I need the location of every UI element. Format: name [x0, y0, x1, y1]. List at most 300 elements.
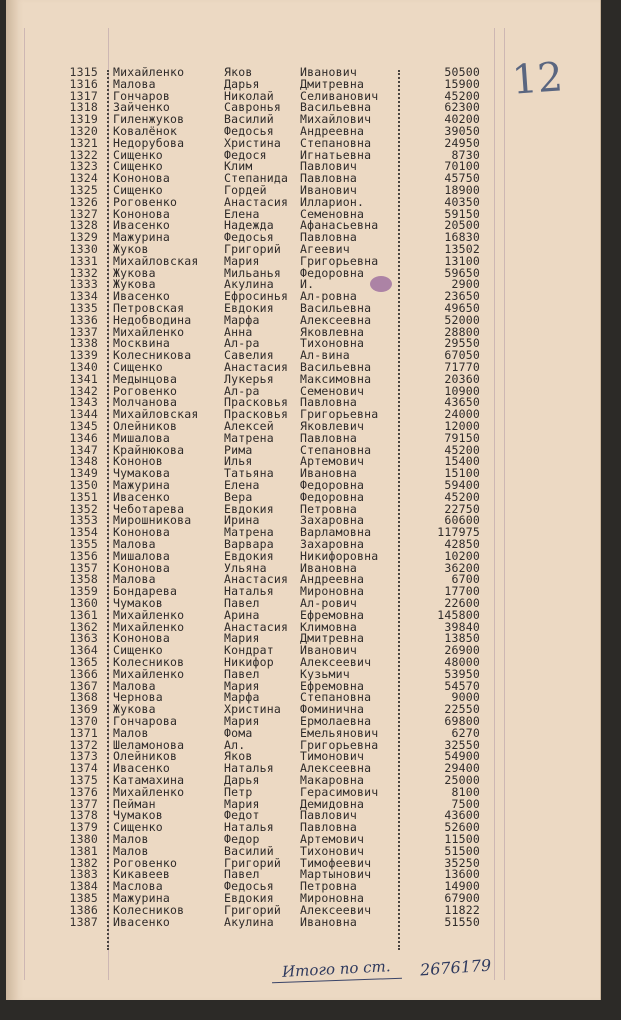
row-number: 1344: [69, 407, 98, 422]
row-patronymic: Герасимович: [300, 784, 379, 799]
row-surname: Чернова: [113, 690, 163, 705]
row-patronymic: Григорьевна: [300, 253, 379, 268]
row-surname: Ковалёнок: [113, 124, 178, 138]
row-patronymic: Павловна: [300, 395, 357, 410]
row-patronymic: Ивановна: [300, 466, 357, 481]
row-amount: 45750: [444, 171, 480, 186]
row-amount: 13600: [444, 867, 480, 882]
row-first-name: Петр: [224, 784, 253, 799]
row-first-name: Варвара: [224, 537, 274, 551]
row-patronymic: Ивановна: [300, 914, 357, 929]
row-first-name: Арина: [224, 607, 260, 622]
ledger-row: [0, 845, 594, 857]
row-patronymic: Иванович: [300, 183, 357, 197]
row-first-name: Анастасия: [224, 194, 289, 209]
row-number: 1324: [69, 171, 98, 186]
row-patronymic: Никифоровна: [300, 548, 379, 563]
row-number: 1372: [69, 737, 98, 752]
total-value: 2676179: [419, 955, 492, 980]
row-first-name: Христина: [224, 135, 281, 150]
row-surname: Сищенко: [113, 147, 163, 162]
row-patronymic: Артемович: [300, 454, 365, 469]
row-patronymic: Алексеевич: [300, 902, 372, 917]
row-number: 1378: [69, 808, 98, 823]
row-amount: 54900: [444, 749, 480, 764]
row-number: 1361: [69, 607, 98, 622]
row-patronymic: Андреевна: [300, 124, 365, 138]
row-first-name: Лукерья: [224, 371, 274, 386]
row-amount: 32550: [444, 737, 480, 752]
row-surname: Кононова: [113, 206, 170, 221]
row-amount: 15100: [444, 466, 480, 481]
row-number: 1319: [69, 112, 98, 127]
row-first-name: Матрена: [224, 430, 274, 445]
row-first-name: Григорий: [224, 242, 281, 256]
row-surname: Михайленко: [113, 65, 185, 79]
row-first-name: Мария: [224, 678, 260, 693]
row-patronymic: Павловна: [300, 820, 357, 835]
row-surname: Чумаков: [113, 596, 163, 610]
row-first-name: Мария: [224, 253, 260, 268]
row-surname: Петровская: [113, 301, 185, 315]
ledger-row: [0, 78, 594, 90]
row-surname: Михайловская: [113, 407, 199, 422]
ledger-row: [0, 550, 594, 562]
row-surname: Колесникова: [113, 348, 192, 363]
row-amount: 7500: [451, 796, 480, 811]
row-number: 1385: [69, 891, 98, 905]
row-patronymic: Петровна: [300, 879, 357, 894]
row-surname: Сищенко: [113, 820, 163, 835]
row-surname: Михайленко: [113, 607, 185, 622]
row-first-name: Мария: [224, 796, 260, 811]
row-number: 1349: [69, 466, 98, 481]
row-amount: 50500: [444, 65, 480, 79]
row-surname: Малова: [113, 572, 156, 587]
row-number: 1363: [69, 631, 98, 646]
row-number: 1368: [69, 690, 98, 705]
row-surname: Ивасенко: [113, 289, 170, 304]
row-first-name: Марфа: [224, 690, 260, 705]
row-amount: 15900: [444, 76, 480, 91]
row-number: 1386: [69, 902, 98, 917]
row-amount: 53950: [444, 666, 480, 681]
row-patronymic: Климовна: [300, 619, 357, 634]
row-surname: Михайленко: [113, 619, 185, 634]
row-amount: 12000: [444, 419, 480, 433]
row-patronymic: Павловна: [300, 230, 357, 245]
row-amount: 62300: [444, 100, 480, 115]
row-amount: 16830: [444, 230, 480, 245]
row-first-name: Василий: [224, 112, 274, 127]
ledger-row: [0, 314, 594, 326]
row-surname: Олейников: [113, 419, 178, 433]
row-patronymic: Ивановна: [300, 560, 357, 575]
row-number: 1330: [69, 242, 98, 256]
row-surname: Сищенко: [113, 159, 163, 174]
row-patronymic: Макаровна: [300, 773, 365, 787]
row-number: 1381: [69, 843, 98, 858]
row-surname: Мажурина: [113, 478, 170, 492]
row-first-name: Савелия: [224, 348, 274, 363]
row-amount: 20360: [444, 371, 480, 386]
row-first-name: Фома: [224, 725, 253, 740]
row-patronymic: Захаровна: [300, 513, 365, 528]
row-first-name: Надежда: [224, 218, 274, 233]
ledger-row: [0, 196, 594, 208]
row-number: 1340: [69, 360, 98, 374]
row-first-name: Вера: [224, 489, 253, 504]
row-number: 1315: [69, 65, 98, 79]
row-surname: Чумаков: [113, 808, 163, 823]
row-amount: 6700: [451, 572, 480, 587]
row-surname: Кононова: [113, 525, 170, 540]
row-number: 1318: [69, 100, 98, 115]
row-amount: 8100: [451, 784, 480, 799]
row-amount: 42850: [444, 537, 480, 551]
row-number: 1369: [69, 702, 98, 717]
row-first-name: Акулина: [224, 277, 274, 292]
row-amount: 6270: [451, 725, 480, 740]
row-surname: Роговенко: [113, 194, 178, 209]
row-first-name: Дарья: [224, 76, 260, 91]
row-patronymic: Иванович: [300, 65, 357, 79]
row-patronymic: Ал-вина: [300, 348, 350, 363]
row-first-name: Федося: [224, 147, 267, 162]
row-first-name: Елена: [224, 478, 260, 492]
row-surname: Олейников: [113, 749, 178, 764]
row-number: 1376: [69, 784, 98, 799]
row-number: 1336: [69, 312, 98, 327]
row-patronymic: Федоровна: [300, 265, 365, 280]
row-first-name: Федосья: [224, 124, 274, 138]
row-number: 1365: [69, 655, 98, 669]
row-surname: Михайловская: [113, 253, 199, 268]
row-surname: Кикавеев: [113, 867, 170, 882]
row-number: 1342: [69, 383, 98, 398]
row-surname: Шеламонова: [113, 737, 185, 752]
row-amount: 117975: [437, 525, 480, 540]
row-patronymic: Ефремовна: [300, 678, 365, 693]
row-amount: 59650: [444, 265, 480, 280]
row-patronymic: Тихонович: [300, 843, 365, 858]
row-first-name: Христина: [224, 702, 281, 717]
row-amount: 48000: [444, 655, 480, 669]
row-first-name: Матрена: [224, 525, 274, 540]
row-surname: Колесников: [113, 902, 185, 917]
row-patronymic: Емельянович: [300, 725, 379, 740]
row-patronymic: Агеевич: [300, 242, 350, 256]
row-surname: Мажурина: [113, 230, 170, 245]
row-patronymic: И.: [300, 277, 315, 292]
row-amount: 71770: [444, 360, 480, 374]
row-number: 1341: [69, 371, 98, 386]
row-surname: Гиленжуков: [113, 112, 185, 127]
row-amount: 23650: [444, 289, 480, 304]
row-number: 1326: [69, 194, 98, 209]
ledger-row: [0, 668, 594, 680]
row-first-name: Анастасия: [224, 360, 289, 374]
row-surname: Жукова: [113, 702, 156, 717]
row-first-name: Прасковья: [224, 407, 289, 422]
row-surname: Чеботарева: [113, 501, 185, 516]
row-amount: 15400: [444, 454, 480, 469]
row-amount: 54570: [444, 678, 480, 693]
row-number: 1347: [69, 442, 98, 457]
page-number: 12: [510, 54, 565, 104]
ledger-row: [0, 786, 594, 798]
row-amount: 43600: [444, 808, 480, 823]
ledger-row: [0, 727, 594, 739]
row-amount: 40350: [444, 194, 480, 209]
row-patronymic: Васильевна: [300, 360, 372, 374]
row-patronymic: Тимонович: [300, 749, 365, 764]
row-surname: Михайленко: [113, 324, 185, 339]
row-patronymic: Мироновна: [300, 584, 365, 599]
row-number: 1334: [69, 289, 98, 304]
row-patronymic: Павлович: [300, 808, 357, 823]
row-first-name: Наталья: [224, 820, 274, 835]
row-amount: 22600: [444, 596, 480, 610]
ledger-row: [0, 904, 594, 916]
row-patronymic: Яковлевна: [300, 324, 365, 339]
row-first-name: Николай: [224, 88, 274, 103]
row-number: 1329: [69, 230, 98, 245]
ledger-row: [0, 491, 594, 503]
row-number: 1322: [69, 147, 98, 162]
ledger-row: [0, 609, 594, 621]
row-number: 1371: [69, 725, 98, 740]
ledger-row: [0, 432, 594, 444]
row-amount: 24950: [444, 135, 480, 150]
row-first-name: Павел: [224, 596, 260, 610]
row-number: 1337: [69, 324, 98, 339]
row-patronymic: Васильевна: [300, 301, 372, 315]
row-surname: Малов: [113, 832, 149, 846]
row-surname: Михайленко: [113, 784, 185, 799]
row-first-name: Ал-ра: [224, 336, 260, 351]
row-patronymic: Ал-рович: [300, 596, 357, 610]
row-amount: 51500: [444, 843, 480, 858]
row-surname: Кононова: [113, 560, 170, 575]
row-patronymic: Варламовна: [300, 525, 372, 540]
row-amount: 20500: [444, 218, 480, 233]
row-amount: 11500: [444, 832, 480, 846]
row-patronymic: Васильевна: [300, 100, 372, 115]
row-number: 1338: [69, 336, 98, 351]
row-surname: Ивасенко: [113, 761, 170, 776]
row-first-name: Федот: [224, 808, 260, 823]
row-number: 1332: [69, 265, 98, 280]
row-amount: 8730: [451, 147, 480, 162]
row-first-name: Ульяна: [224, 560, 267, 575]
row-amount: 24000: [444, 407, 480, 422]
row-number: 1356: [69, 548, 98, 563]
row-amount: 17700: [444, 584, 480, 599]
row-amount: 79150: [444, 430, 480, 445]
row-patronymic: Демидовна: [300, 796, 365, 811]
row-surname: Роговенко: [113, 383, 178, 398]
row-number: 1358: [69, 572, 98, 587]
row-number: 1352: [69, 501, 98, 516]
row-number: 1374: [69, 761, 98, 776]
row-surname: Роговенко: [113, 855, 178, 870]
row-first-name: Елена: [224, 206, 260, 221]
row-surname: Ивасенко: [113, 489, 170, 504]
row-patronymic: Тихоновна: [300, 336, 365, 351]
row-first-name: Кондрат: [224, 643, 274, 658]
row-surname: Мажурина: [113, 891, 170, 905]
row-patronymic: Дмитревна: [300, 76, 365, 91]
row-first-name: Прасковья: [224, 395, 289, 410]
row-first-name: Федосья: [224, 879, 274, 894]
row-amount: 51550: [444, 914, 480, 929]
row-first-name: Дарья: [224, 773, 260, 787]
row-first-name: Илья: [224, 454, 253, 469]
row-number: 1325: [69, 183, 98, 197]
row-patronymic: Артемович: [300, 832, 365, 846]
row-patronymic: Алексеевна: [300, 312, 372, 327]
row-amount: 39840: [444, 619, 480, 634]
row-patronymic: Павловна: [300, 430, 357, 445]
row-number: 1384: [69, 879, 98, 894]
row-patronymic: Игнатьевна: [300, 147, 372, 162]
row-patronymic: Федоровна: [300, 478, 365, 492]
ledger-row: [0, 255, 594, 267]
row-surname: Чумакова: [113, 466, 170, 481]
row-amount: 52000: [444, 312, 480, 327]
row-amount: 145800: [437, 607, 480, 622]
row-patronymic: Павлович: [300, 159, 357, 174]
total-label: Итого по ст.: [281, 957, 391, 981]
row-number: 1355: [69, 537, 98, 551]
row-surname: Малов: [113, 843, 149, 858]
row-surname: Кононова: [113, 171, 170, 186]
row-surname: Медынцова: [113, 371, 178, 386]
row-number: 1387: [69, 914, 98, 929]
row-amount: 70100: [444, 159, 480, 174]
row-number: 1321: [69, 135, 98, 150]
row-amount: 29400: [444, 761, 480, 776]
row-surname: Гончарова: [113, 714, 178, 728]
row-number: 1320: [69, 124, 98, 138]
row-amount: 59150: [444, 206, 480, 221]
row-patronymic: Алексеевна: [300, 761, 372, 776]
row-amount: 2900: [451, 277, 480, 292]
row-patronymic: Мироновна: [300, 891, 365, 905]
row-surname: Мирошникова: [113, 513, 192, 528]
row-first-name: Федор: [224, 832, 260, 846]
row-number: 1370: [69, 714, 98, 728]
row-amount: 10200: [444, 548, 480, 563]
row-number: 1383: [69, 867, 98, 882]
row-amount: 22750: [444, 501, 480, 516]
row-number: 1379: [69, 820, 98, 835]
row-number: 1348: [69, 454, 98, 469]
row-surname: Мишалова: [113, 548, 170, 563]
row-patronymic: Семеновна: [300, 206, 365, 221]
row-first-name: Гордей: [224, 183, 267, 197]
row-number: 1375: [69, 773, 98, 787]
row-first-name: Григорий: [224, 902, 281, 917]
row-surname: Малова: [113, 537, 156, 551]
row-patronymic: Селиванович: [300, 88, 379, 103]
row-amount: 67900: [444, 891, 480, 905]
row-amount: 9000: [451, 690, 480, 705]
row-surname: Крайнюкова: [113, 442, 185, 457]
row-first-name: Мильанья: [224, 265, 281, 280]
row-patronymic: Яковлевич: [300, 419, 365, 433]
row-first-name: Яков: [224, 65, 253, 79]
row-amount: 69800: [444, 714, 480, 728]
row-amount: 22550: [444, 702, 480, 717]
row-amount: 52600: [444, 820, 480, 835]
row-number: 1382: [69, 855, 98, 870]
row-number: 1359: [69, 584, 98, 599]
row-amount: 45200: [444, 442, 480, 457]
row-surname: Михайленко: [113, 666, 185, 681]
row-patronymic: Михайлович: [300, 112, 372, 127]
row-first-name: Ирина: [224, 513, 260, 528]
row-first-name: Мария: [224, 631, 260, 646]
row-patronymic: Фоминична: [300, 702, 365, 717]
row-patronymic: Степановна: [300, 442, 372, 457]
row-surname: Сищенко: [113, 183, 163, 197]
row-patronymic: Дмитревна: [300, 631, 365, 646]
row-number: 1354: [69, 525, 98, 540]
row-patronymic: Илларион.: [300, 194, 365, 209]
row-patronymic: Степановна: [300, 690, 372, 705]
row-surname: Малова: [113, 76, 156, 91]
row-first-name: Павел: [224, 867, 260, 882]
row-amount: 13100: [444, 253, 480, 268]
row-number: 1377: [69, 796, 98, 811]
ledger-row: [0, 137, 594, 149]
row-first-name: Татьяна: [224, 466, 274, 481]
row-patronymic: Мартынович: [300, 867, 372, 882]
row-patronymic: Алексеевич: [300, 655, 372, 669]
row-surname: Колесников: [113, 655, 185, 669]
row-first-name: Евдокия: [224, 548, 274, 563]
row-number: 1343: [69, 395, 98, 410]
row-patronymic: Ефремовна: [300, 607, 365, 622]
row-number: 1328: [69, 218, 98, 233]
row-surname: Маслова: [113, 879, 163, 894]
row-number: 1345: [69, 419, 98, 433]
row-surname: Кононов: [113, 454, 163, 469]
row-amount: 49650: [444, 301, 480, 315]
row-amount: 25000: [444, 773, 480, 787]
row-number: 1331: [69, 253, 98, 268]
row-patronymic: Максимовна: [300, 371, 372, 386]
row-amount: 13502: [444, 242, 480, 256]
row-first-name: Ефросинья: [224, 289, 289, 304]
row-surname: Сищенко: [113, 643, 163, 658]
row-number: 1362: [69, 619, 98, 634]
row-patronymic: Павловна: [300, 171, 357, 186]
row-patronymic: Иванович: [300, 643, 357, 658]
row-amount: 10900: [444, 383, 480, 398]
row-surname: Катамахина: [113, 773, 185, 787]
row-amount: 39050: [444, 124, 480, 138]
row-first-name: Евдокия: [224, 891, 274, 905]
row-surname: Жукова: [113, 277, 156, 292]
row-patronymic: Степановна: [300, 135, 372, 150]
row-surname: Мишалова: [113, 430, 170, 445]
row-surname: Малов: [113, 725, 149, 740]
row-surname: Пейман: [113, 796, 156, 811]
row-first-name: Савронья: [224, 100, 281, 115]
